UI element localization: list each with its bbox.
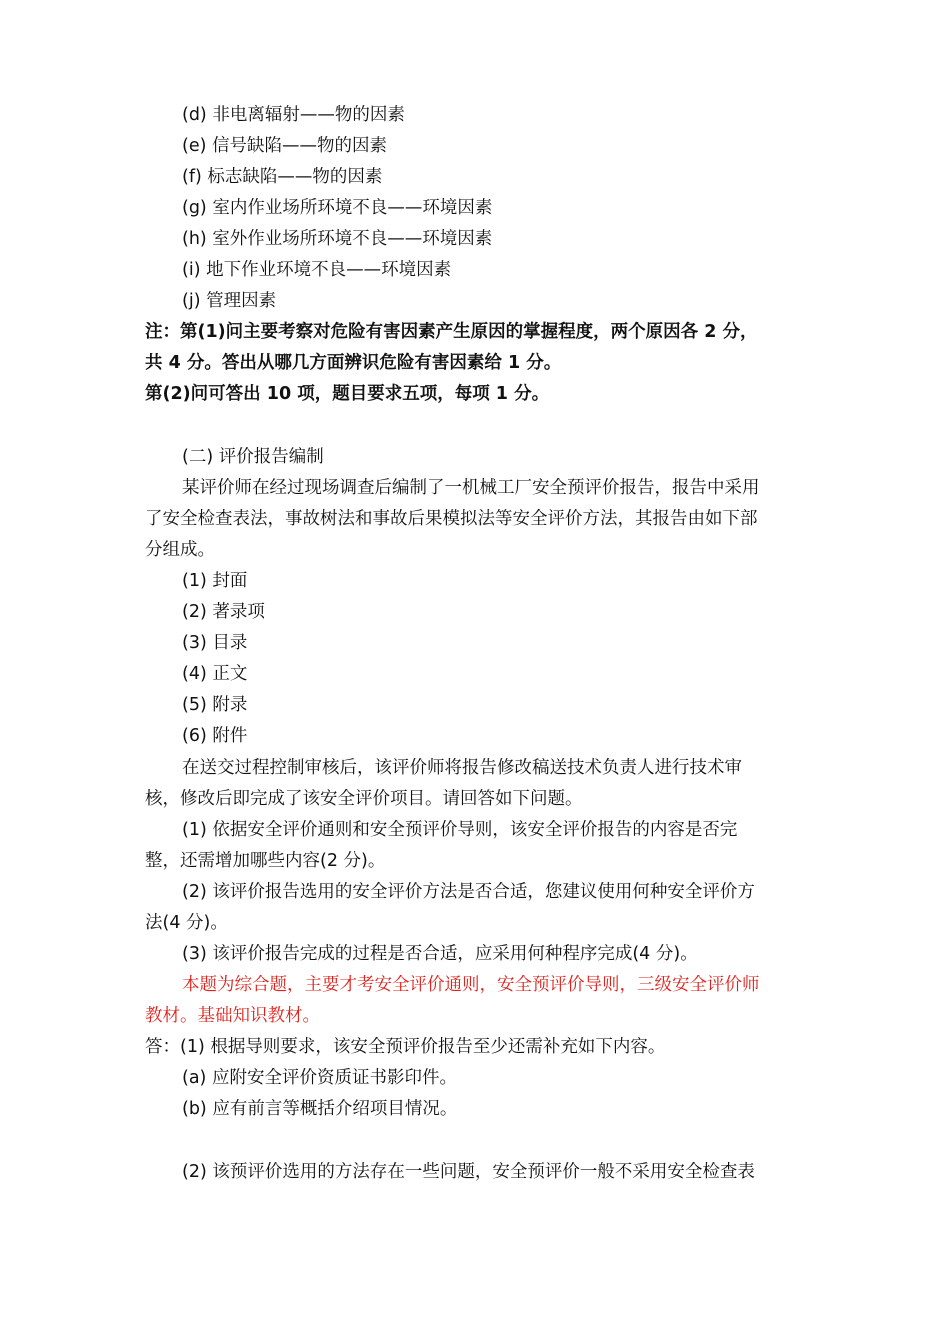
list-item: (i) 地下作业环境不良——环境因素	[182, 260, 452, 280]
answer-line: (a) 应附安全评价资质证书影印件。	[182, 1068, 457, 1088]
question-line: (2) 该评价报告选用的安全评价方法是否合适，您建议使用何种安全评价方	[182, 882, 755, 902]
remark-line: 教材。基础知识教材。	[145, 1006, 320, 1026]
note-line: 共 4 分。答出从哪几方面辨识危险有害因素给 1 分。	[145, 353, 562, 373]
paragraph-line: 某评价师在经过现场调查后编制了一机械工厂安全预评价报告，报告中采用	[182, 478, 760, 498]
section-title: (二) 评价报告编制	[182, 447, 324, 467]
question-line: (1) 依据安全评价通则和安全预评价导则，该安全评价报告的内容是否完	[182, 820, 738, 840]
list-item: (2) 著录项	[182, 602, 265, 622]
question-line: 法(4 分)。	[145, 913, 228, 933]
list-item: (4) 正文	[182, 664, 248, 684]
answer-line: (2) 该预评价选用的方法存在一些问题，安全预评价一般不采用安全检查表	[182, 1162, 755, 1182]
remark-line: 本题为综合题，主要才考安全评价通则，安全预评价导则，三级安全评价师	[182, 975, 760, 995]
paragraph-line: 分组成。	[145, 540, 215, 560]
list-item: (1) 封面	[182, 571, 248, 591]
paragraph-line: 了安全检查表法，事故树法和事故后果模拟法等安全评价方法，其报告由如下部	[145, 509, 758, 529]
list-item: (j) 管理因素	[182, 291, 277, 311]
list-item: (5) 附录	[182, 695, 248, 715]
list-item: (d) 非电离辐射——物的因素	[182, 105, 405, 125]
paragraph-line: 在送交过程控制审核后，该评价师将报告修改稿送技术负责人进行技术审	[182, 758, 742, 778]
list-item: (h) 室外作业场所环境不良——环境因素	[182, 229, 493, 249]
note-line: 第(2)问可答出 10 项，题目要求五项，每项 1 分。	[145, 384, 550, 404]
list-item: (3) 目录	[182, 633, 248, 653]
answer-line: 答：(1) 根据导则要求，该安全预评价报告至少还需补充如下内容。	[145, 1037, 666, 1057]
note-line: 注：第(1)问主要考察对危险有害因素产生原因的掌握程度，两个原因各 2 分，	[145, 322, 758, 342]
question-line: (3) 该评价报告完成的过程是否合适，应采用何种程序完成(4 分)。	[182, 944, 698, 964]
answer-line: (b) 应有前言等概括介绍项目情况。	[182, 1099, 458, 1119]
paragraph-line: 核，修改后即完成了该安全评价项目。请回答如下问题。	[145, 789, 583, 809]
list-item: (g) 室内作业场所环境不良——环境因素	[182, 198, 493, 218]
list-item: (f) 标志缺陷——物的因素	[182, 167, 383, 187]
list-item: (6) 附件	[182, 726, 248, 746]
list-item: (e) 信号缺陷——物的因素	[182, 136, 387, 156]
question-line: 整，还需增加哪些内容(2 分)。	[145, 851, 386, 871]
